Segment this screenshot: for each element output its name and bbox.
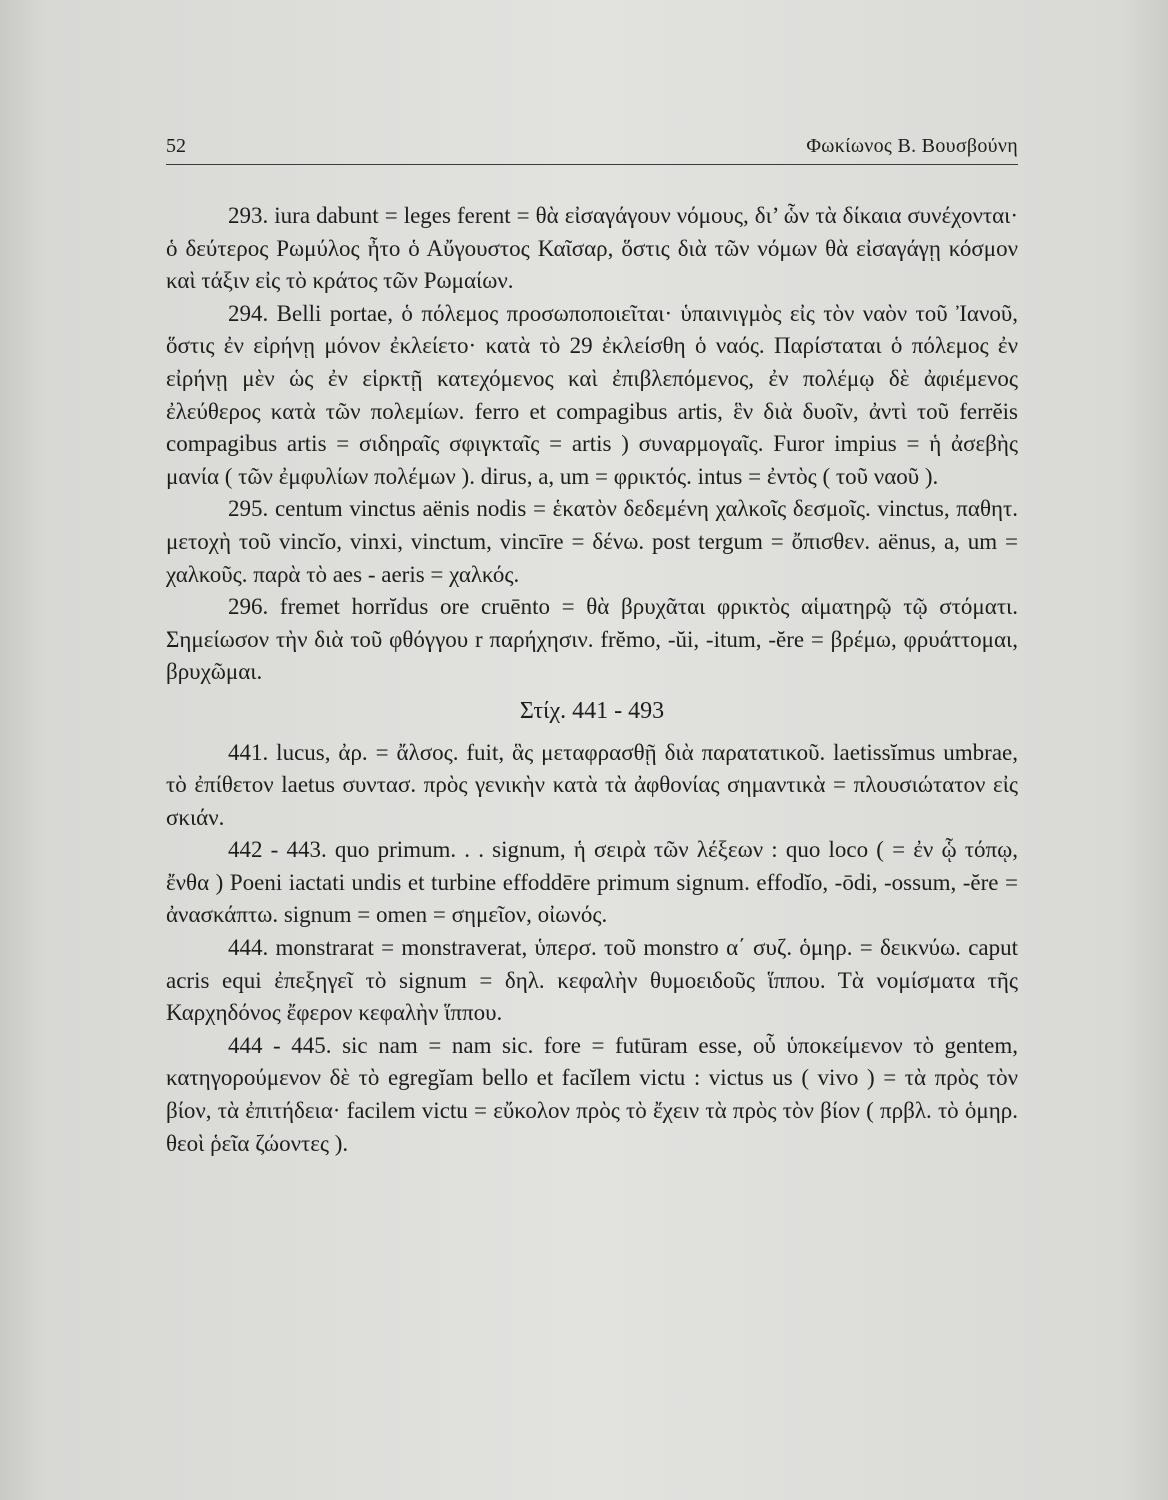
note-442-443: 442 - 443. quo primum. . . signum, ἡ σειρὰ τῶν λέξεων : quo loco ( = ἐν ᾧ τόπῳ, ἔνθα ) Poeni iactati undis et turbine effoddēre primum signum. effodĭo, -ōdi, -ossum, -ĕre = ἀνασκάπτω. signum = omen = σημεῖον, οἰωνός. [166,837,1018,928]
note-444-445: 444 - 445. sic nam = nam sic. fore = futūram esse, οὗ ὑποκείμενον τὸ gentem, κατηγορούμενον δὲ τὸ egregĭam bello et facĭlem victu : victus us ( vivo ) = τὰ πρὸς τὸν βίον, τὰ ἐπιτήδεια· facilem victu = εὔκολον πρὸς τὸ ἔχειν τὰ πρὸς τὸν βίον ( πρβλ. τὸ ὁμηρ. θεοὶ ῥεῖα ζώοντες ). [166,1032,1018,1156]
note-294: 294. Belli portae, ὁ πόλεμος προσωποποιεῖται· ὑπαινιγμὸς εἰς τὸν ναὸν τοῦ Ἰανοῦ, ὅστις ἐν εἰρήνῃ μόνον ἐκλείετο· κατὰ τὸ 29 ἐκλείσθη ὁ ναός. Παρίσταται ὁ πόλεμος ἐν εἰρήνῃ μὲν ὡς ἐν εἱρκτῇ κατεχόμενος καὶ ἐπιβλεπόμενος, ἐν πολέμῳ δὲ ἀφιέμενος ἐλεύθερος κατὰ τῶν πολεμίων. ferro et compagibus artis, ἓν διὰ δυοῖν, ἀντὶ τοῦ ferrĕis compagibus artis = σιδηραῖς σφιγκταῖς = artis ) συναρμογαῖς. Furor impius = ἡ ἀσεβὴς μανία ( τῶν ἐμφυλίων πολέμων ). dirus, a, um = φρικτός. intus = ἐντὸς ( τοῦ ναοῦ ). [166,300,1018,489]
section-title: Στίχ. 441 - 493 [519,697,665,724]
page-header [166,134,1018,165]
running-head-author: Φωκίωνος Β. Βουσβούνη [806,135,1018,157]
note-293: 293. iura dabunt = leges ferent = θὰ εἰσαγάγουν νόμους, δι’ ὧν τὰ δίκαια συνέχονται· ὁ δεύτερος Ρωμύλος ἦτο ὁ Αὔγουστος Καῖσαρ, ὅστις διὰ τῶν νόμων θὰ εἰσαγάγῃ κόσμον καὶ τάξιν εἰς τὸ κράτος τῶν Ρωμαίων. [166,203,1018,294]
body-text [166,200,1018,1160]
note-441: 441. lucus, ἀρ. = ἄλσος. fuit, ἃς μεταφρασθῇ διὰ παρατατικοῦ. laetissĭmus umbrae, τὸ ἐπίθετον laetus συντασ. πρὸς γενικὴν κατὰ τὰ ἀφθονίας σημαντικὰ = πλουσιώτατον εἰς σκιάν. [166,739,1018,830]
note-444: 444. monstrarat = monstraverat, ὑπερσ. τοῦ monstro α΄ συζ. ὁμηρ. = δεικνύω. caput acris equi ἐπεξηγεῖ τὸ signum = δηλ. κεφαλὴν θυμοειδοῦς ἵππου. Τὰ νομίσματα τῆς Καρχηδόνος ἔφερον κεφαλὴν ἵππου. [166,935,1018,1026]
note-295: 295. centum vinctus aënis nodis = ἑκατὸν δεδεμένη χαλκοῖς δεσμοῖς. vinctus, παθητ. μετοχὴ τοῦ vincĭo, vinxi, vinctum, vincīre = δένω. post tergum = ὄπισθεν. aënus, a, um = χαλκοῦς. παρὰ τὸ aes - aeris = χαλκός. [166,496,1018,587]
page-number: 52 [166,135,186,157]
note-296: 296. fremet horrĭdus ore cruēnto = θὰ βρυχᾶται φρικτὸς αἱματηρῷ τῷ στόματι. Σημείωσον τὴν διὰ τοῦ φθόγγου r παρήχησιν. frĕmo, -ŭi, -itum, -ĕre = βρέμω, φρυάττομαι, βρυχῶμαι. [166,594,1018,685]
